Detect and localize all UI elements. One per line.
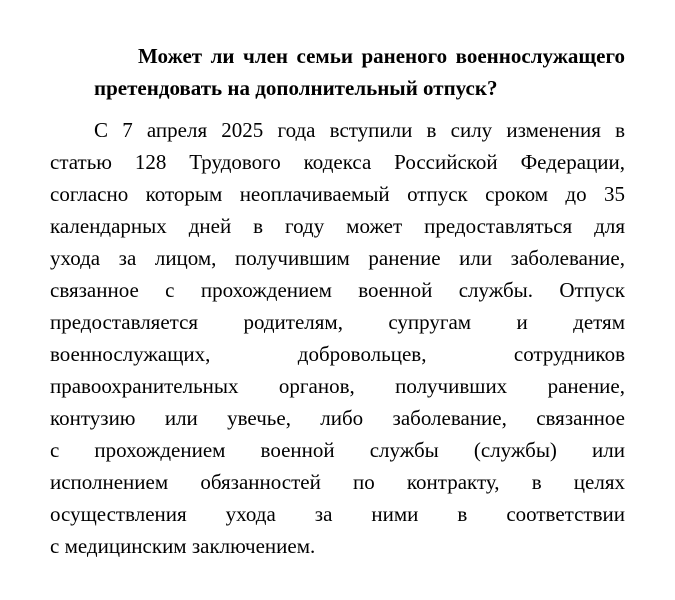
heading-line: претендовать на дополнительный отпуск? — [94, 76, 498, 100]
body-line: ухода за лицом, получившим ранение или заболевание, — [50, 246, 625, 270]
body-line: предоставляется родителям, супругам и детям — [50, 310, 625, 334]
body-line: исполнением обязанностей по контракту, в целях — [50, 470, 625, 494]
body-line: согласно которым неоплачиваемый отпуск сроком до 35 — [50, 182, 625, 206]
body-line: с прохождением военной службы (службы) или — [50, 438, 625, 462]
body-line: контузию или увечье, либо заболевание, связанное — [50, 406, 625, 430]
body-line: статью 128 Трудового кодекса Российской Федерации, — [50, 150, 625, 174]
document — [50, 40, 625, 562]
heading-line: Может ли член семьи раненого военнослужащего — [138, 44, 625, 68]
body-line: связанное с прохождением военной службы. Отпуск — [50, 278, 625, 302]
body-line: календарных дней в году может предоставляться для — [50, 214, 625, 238]
document-body — [50, 114, 625, 562]
body-line: С 7 апреля 2025 года вступили в силу изменения в — [94, 118, 625, 142]
body-line: военнослужащих, добровольцев, сотрудников — [50, 342, 625, 366]
body-line: осуществления ухода за ними в соответствии — [50, 502, 625, 526]
body-line: правоохранительных органов, получивших ранение, — [50, 374, 625, 398]
document-heading — [50, 40, 625, 104]
body-line: с медицинским заключением. — [50, 534, 316, 558]
